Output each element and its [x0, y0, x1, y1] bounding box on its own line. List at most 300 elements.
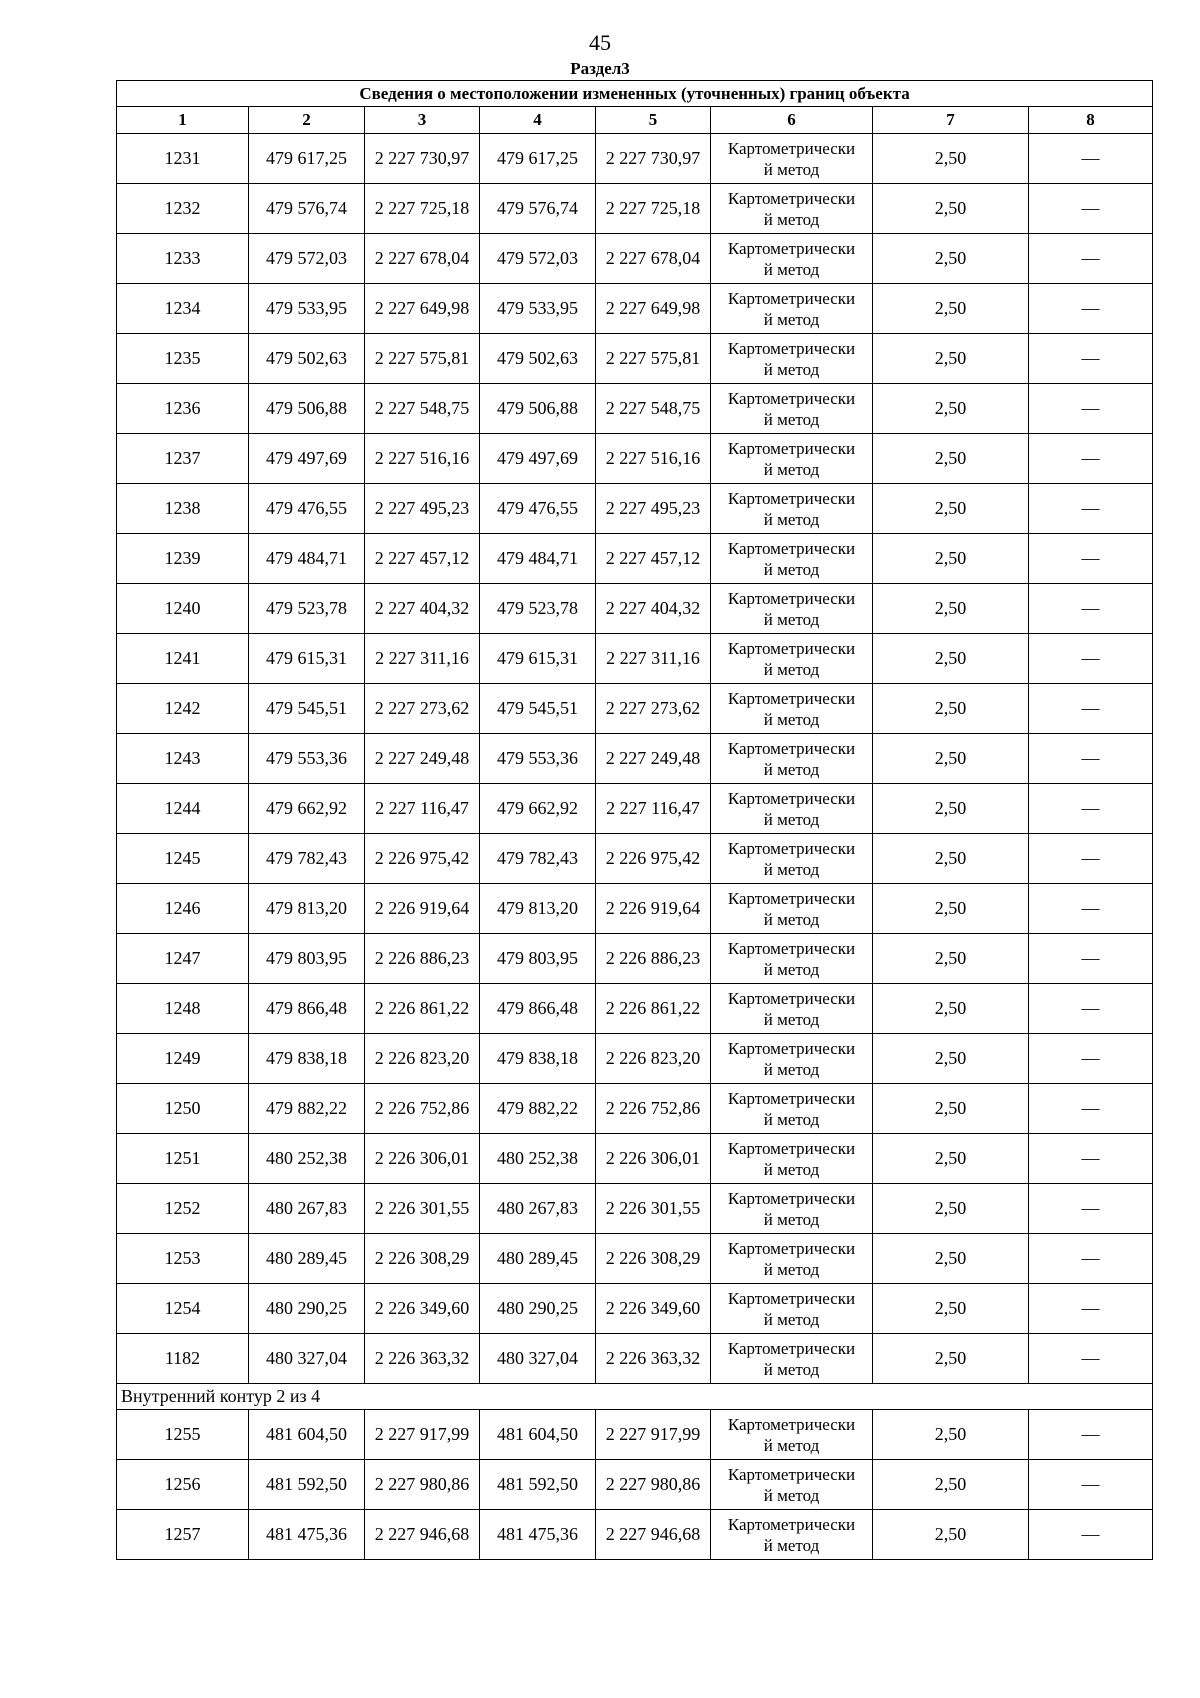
table-row [117, 634, 1153, 684]
y-new-cell: 2 226 886,23 [596, 934, 711, 984]
coordinates-table [116, 80, 1153, 1560]
accuracy-cell: 2,50 [873, 684, 1029, 734]
y-existing-cell: 2 227 273,62 [365, 684, 480, 734]
description-cell: — [1029, 1410, 1153, 1460]
x-existing-cell: 480 252,38 [249, 1134, 365, 1184]
method-line-1: Картометрически [727, 188, 856, 208]
table-row [117, 784, 1153, 834]
y-new-cell: 2 226 861,22 [596, 984, 711, 1034]
method-line-2: й метод [763, 1485, 820, 1505]
point-number-cell: 1248 [117, 984, 249, 1034]
accuracy-cell: 2,50 [873, 1034, 1029, 1084]
x-existing-cell: 479 813,20 [249, 884, 365, 934]
y-new-cell: 2 226 919,64 [596, 884, 711, 934]
point-number-cell: 1233 [117, 234, 249, 284]
y-new-cell: 2 226 752,86 [596, 1084, 711, 1134]
method-line-2: й метод [763, 759, 820, 779]
point-number-cell: 1254 [117, 1284, 249, 1334]
x-existing-cell: 479 553,36 [249, 734, 365, 784]
method-line-1: Картометрически [727, 1138, 856, 1158]
accuracy-cell: 2,50 [873, 784, 1029, 834]
accuracy-cell: 2,50 [873, 634, 1029, 684]
method-line-2: й метод [763, 509, 820, 529]
accuracy-cell: 2,50 [873, 1510, 1029, 1560]
description-cell: — [1029, 1084, 1153, 1134]
method-line-2: й метод [763, 1059, 820, 1079]
x-existing-cell: 479 476,55 [249, 484, 365, 534]
contour-label: Внутренний контур 2 из 4 [117, 1384, 1153, 1410]
accuracy-cell: 2,50 [873, 234, 1029, 284]
method-line-2: й метод [763, 1009, 820, 1029]
y-new-cell: 2 227 725,18 [596, 184, 711, 234]
y-existing-cell: 2 226 349,60 [365, 1284, 480, 1334]
x-new-cell: 481 592,50 [480, 1460, 596, 1510]
x-new-cell: 479 484,71 [480, 534, 596, 584]
method-line-2: й метод [763, 1109, 820, 1129]
method-cell [711, 784, 873, 834]
table-row [117, 1284, 1153, 1334]
x-new-cell: 480 267,83 [480, 1184, 596, 1234]
method-cell [711, 834, 873, 884]
point-number-cell: 1239 [117, 534, 249, 584]
description-cell: — [1029, 984, 1153, 1034]
method-line-1: Картометрически [727, 1338, 856, 1358]
x-existing-cell: 479 572,03 [249, 234, 365, 284]
y-existing-cell: 2 227 725,18 [365, 184, 480, 234]
accuracy-cell: 2,50 [873, 334, 1029, 384]
description-cell: — [1029, 184, 1153, 234]
method-line-2: й метод [763, 709, 820, 729]
point-number-cell: 1247 [117, 934, 249, 984]
method-cell [711, 1234, 873, 1284]
point-number-cell: 1245 [117, 834, 249, 884]
accuracy-cell: 2,50 [873, 1410, 1029, 1460]
accuracy-cell: 2,50 [873, 1134, 1029, 1184]
description-cell: — [1029, 1334, 1153, 1384]
method-cell [711, 1460, 873, 1510]
method-line-2: й метод [763, 1159, 820, 1179]
table-row [117, 534, 1153, 584]
point-number-cell: 1244 [117, 784, 249, 834]
y-new-cell: 2 226 301,55 [596, 1184, 711, 1234]
method-line-1: Картометрически [727, 338, 856, 358]
table-row [117, 434, 1153, 484]
method-line-1: Картометрически [727, 1238, 856, 1258]
x-existing-cell: 480 289,45 [249, 1234, 365, 1284]
method-cell [711, 234, 873, 284]
method-line-2: й метод [763, 1435, 820, 1455]
description-cell: — [1029, 734, 1153, 784]
column-header-3: 3 [365, 107, 480, 134]
x-existing-cell: 479 533,95 [249, 284, 365, 334]
method-cell [711, 384, 873, 434]
method-cell [711, 1410, 873, 1460]
y-new-cell: 2 226 308,29 [596, 1234, 711, 1284]
table-row [117, 484, 1153, 534]
point-number-cell: 1246 [117, 884, 249, 934]
y-new-cell: 2 227 730,97 [596, 134, 711, 184]
point-number-cell: 1249 [117, 1034, 249, 1084]
x-existing-cell: 479 866,48 [249, 984, 365, 1034]
x-new-cell: 480 327,04 [480, 1334, 596, 1384]
description-cell: — [1029, 1510, 1153, 1560]
x-new-cell: 479 497,69 [480, 434, 596, 484]
method-line-1: Картометрически [727, 238, 856, 258]
method-cell [711, 984, 873, 1034]
table-row [117, 884, 1153, 934]
y-existing-cell: 2 227 249,48 [365, 734, 480, 784]
method-cell [711, 534, 873, 584]
y-existing-cell: 2 227 495,23 [365, 484, 480, 534]
table-row [117, 1460, 1153, 1510]
x-existing-cell: 479 576,74 [249, 184, 365, 234]
point-number-cell: 1237 [117, 434, 249, 484]
method-line-1: Картометрически [727, 838, 856, 858]
y-new-cell: 2 227 116,47 [596, 784, 711, 834]
method-line-2: й метод [763, 259, 820, 279]
description-cell: — [1029, 684, 1153, 734]
point-number-cell: 1241 [117, 634, 249, 684]
column-header-7: 7 [873, 107, 1029, 134]
method-line-2: й метод [763, 1259, 820, 1279]
method-line-1: Картометрически [727, 1188, 856, 1208]
y-new-cell: 2 227 249,48 [596, 734, 711, 784]
description-cell: — [1029, 1034, 1153, 1084]
column-header-6: 6 [711, 107, 873, 134]
y-existing-cell: 2 226 861,22 [365, 984, 480, 1034]
y-existing-cell: 2 227 649,98 [365, 284, 480, 334]
method-cell [711, 1184, 873, 1234]
y-existing-cell: 2 226 823,20 [365, 1034, 480, 1084]
method-line-1: Картометрически [727, 1414, 856, 1434]
x-existing-cell: 479 545,51 [249, 684, 365, 734]
accuracy-cell: 2,50 [873, 184, 1029, 234]
table-row [117, 1134, 1153, 1184]
table-row [117, 284, 1153, 334]
x-existing-cell: 481 475,36 [249, 1510, 365, 1560]
y-new-cell: 2 226 363,32 [596, 1334, 711, 1384]
table-row [117, 1084, 1153, 1134]
x-new-cell: 481 475,36 [480, 1510, 596, 1560]
description-cell: — [1029, 534, 1153, 584]
description-cell: — [1029, 334, 1153, 384]
table-caption: Сведения о местоположении измененных (уточненных) границ объекта [117, 81, 1153, 107]
method-line-1: Картометрически [727, 988, 856, 1008]
y-existing-cell: 2 226 308,29 [365, 1234, 480, 1284]
y-new-cell: 2 227 516,16 [596, 434, 711, 484]
table-header-row [117, 107, 1153, 134]
description-cell: — [1029, 634, 1153, 684]
point-number-cell: 1255 [117, 1410, 249, 1460]
method-line-2: й метод [763, 459, 820, 479]
method-line-1: Картометрически [727, 888, 856, 908]
y-existing-cell: 2 227 116,47 [365, 784, 480, 834]
method-line-2: й метод [763, 1535, 820, 1555]
method-line-1: Картометрически [727, 138, 856, 158]
method-cell [711, 334, 873, 384]
y-new-cell: 2 227 404,32 [596, 584, 711, 634]
y-existing-cell: 2 226 363,32 [365, 1334, 480, 1384]
x-existing-cell: 479 662,92 [249, 784, 365, 834]
point-number-cell: 1243 [117, 734, 249, 784]
x-new-cell: 480 289,45 [480, 1234, 596, 1284]
table-row [117, 934, 1153, 984]
method-cell [711, 934, 873, 984]
description-cell: — [1029, 434, 1153, 484]
y-existing-cell: 2 227 548,75 [365, 384, 480, 434]
y-existing-cell: 2 227 917,99 [365, 1410, 480, 1460]
method-cell [711, 484, 873, 534]
x-new-cell: 479 476,55 [480, 484, 596, 534]
accuracy-cell: 2,50 [873, 484, 1029, 534]
x-new-cell: 480 290,25 [480, 1284, 596, 1334]
method-cell [711, 584, 873, 634]
table-row [117, 384, 1153, 434]
method-line-2: й метод [763, 909, 820, 929]
table-row [117, 584, 1153, 634]
x-existing-cell: 479 497,69 [249, 434, 365, 484]
description-cell: — [1029, 1284, 1153, 1334]
contour-row [117, 1384, 1153, 1410]
method-cell [711, 1510, 873, 1560]
table-body [117, 134, 1153, 1560]
x-existing-cell: 479 838,18 [249, 1034, 365, 1084]
description-cell: — [1029, 1134, 1153, 1184]
accuracy-cell: 2,50 [873, 384, 1029, 434]
method-cell [711, 634, 873, 684]
y-existing-cell: 2 227 730,97 [365, 134, 480, 184]
y-existing-cell: 2 226 975,42 [365, 834, 480, 884]
method-line-2: й метод [763, 959, 820, 979]
method-line-1: Картометрически [727, 1038, 856, 1058]
method-line-1: Картометрически [727, 1464, 856, 1484]
y-existing-cell: 2 226 301,55 [365, 1184, 480, 1234]
table-row [117, 1410, 1153, 1460]
y-new-cell: 2 226 349,60 [596, 1284, 711, 1334]
x-new-cell: 479 662,92 [480, 784, 596, 834]
point-number-cell: 1182 [117, 1334, 249, 1384]
method-cell [711, 1134, 873, 1184]
point-number-cell: 1242 [117, 684, 249, 734]
table-caption-row [117, 81, 1153, 107]
accuracy-cell: 2,50 [873, 884, 1029, 934]
table-row [117, 1184, 1153, 1234]
x-new-cell: 479 506,88 [480, 384, 596, 434]
method-line-2: й метод [763, 1359, 820, 1379]
table-row [117, 834, 1153, 884]
table-row [117, 984, 1153, 1034]
table-row [117, 1334, 1153, 1384]
method-line-2: й метод [763, 609, 820, 629]
method-cell [711, 1034, 873, 1084]
method-line-2: й метод [763, 1209, 820, 1229]
accuracy-cell: 2,50 [873, 434, 1029, 484]
y-new-cell: 2 227 575,81 [596, 334, 711, 384]
point-number-cell: 1251 [117, 1134, 249, 1184]
x-new-cell: 479 615,31 [480, 634, 596, 684]
x-existing-cell: 479 502,63 [249, 334, 365, 384]
point-number-cell: 1257 [117, 1510, 249, 1560]
method-line-2: й метод [763, 659, 820, 679]
y-existing-cell: 2 227 404,32 [365, 584, 480, 634]
x-new-cell: 479 838,18 [480, 1034, 596, 1084]
description-cell: — [1029, 1184, 1153, 1234]
y-new-cell: 2 227 649,98 [596, 284, 711, 334]
y-existing-cell: 2 227 946,68 [365, 1510, 480, 1560]
method-line-2: й метод [763, 1309, 820, 1329]
point-number-cell: 1256 [117, 1460, 249, 1510]
accuracy-cell: 2,50 [873, 134, 1029, 184]
method-line-1: Картометрически [727, 788, 856, 808]
x-new-cell: 479 813,20 [480, 884, 596, 934]
y-new-cell: 2 227 457,12 [596, 534, 711, 584]
table-row [117, 1510, 1153, 1560]
table-row [117, 1234, 1153, 1284]
y-existing-cell: 2 227 575,81 [365, 334, 480, 384]
method-line-1: Картометрически [727, 938, 856, 958]
y-existing-cell: 2 226 306,01 [365, 1134, 480, 1184]
x-new-cell: 479 576,74 [480, 184, 596, 234]
method-cell [711, 184, 873, 234]
method-line-1: Картометрически [727, 438, 856, 458]
y-new-cell: 2 226 823,20 [596, 1034, 711, 1084]
method-line-1: Картометрически [727, 538, 856, 558]
method-line-1: Картометрически [727, 388, 856, 408]
y-existing-cell: 2 227 980,86 [365, 1460, 480, 1510]
method-line-2: й метод [763, 309, 820, 329]
point-number-cell: 1238 [117, 484, 249, 534]
page-number: 45 [589, 30, 611, 55]
y-existing-cell: 2 226 919,64 [365, 884, 480, 934]
description-cell: — [1029, 134, 1153, 184]
x-existing-cell: 479 617,25 [249, 134, 365, 184]
table-row [117, 234, 1153, 284]
method-line-2: й метод [763, 159, 820, 179]
y-new-cell: 2 227 980,86 [596, 1460, 711, 1510]
x-new-cell: 479 617,25 [480, 134, 596, 184]
column-header-8: 8 [1029, 107, 1153, 134]
accuracy-cell: 2,50 [873, 584, 1029, 634]
point-number-cell: 1250 [117, 1084, 249, 1134]
point-number-cell: 1235 [117, 334, 249, 384]
point-number-cell: 1234 [117, 284, 249, 334]
accuracy-cell: 2,50 [873, 534, 1029, 584]
accuracy-cell: 2,50 [873, 1234, 1029, 1284]
y-new-cell: 2 227 946,68 [596, 1510, 711, 1560]
y-new-cell: 2 226 306,01 [596, 1134, 711, 1184]
method-cell [711, 734, 873, 784]
accuracy-cell: 2,50 [873, 834, 1029, 884]
x-existing-cell: 481 604,50 [249, 1410, 365, 1460]
x-existing-cell: 479 882,22 [249, 1084, 365, 1134]
y-new-cell: 2 227 273,62 [596, 684, 711, 734]
x-new-cell: 479 782,43 [480, 834, 596, 884]
method-cell [711, 434, 873, 484]
method-line-1: Картометрически [727, 738, 856, 758]
accuracy-cell: 2,50 [873, 1284, 1029, 1334]
method-cell [711, 684, 873, 734]
point-number-cell: 1231 [117, 134, 249, 184]
accuracy-cell: 2,50 [873, 1460, 1029, 1510]
y-existing-cell: 2 227 678,04 [365, 234, 480, 284]
description-cell: — [1029, 784, 1153, 834]
y-new-cell: 2 227 495,23 [596, 484, 711, 534]
x-new-cell: 479 803,95 [480, 934, 596, 984]
method-cell [711, 1284, 873, 1334]
x-existing-cell: 481 592,50 [249, 1460, 365, 1510]
y-new-cell: 2 227 678,04 [596, 234, 711, 284]
x-existing-cell: 480 267,83 [249, 1184, 365, 1234]
method-cell [711, 1084, 873, 1134]
method-cell [711, 284, 873, 334]
y-existing-cell: 2 227 516,16 [365, 434, 480, 484]
y-existing-cell: 2 227 457,12 [365, 534, 480, 584]
table-row [117, 134, 1153, 184]
x-new-cell: 479 572,03 [480, 234, 596, 284]
description-cell: — [1029, 284, 1153, 334]
x-existing-cell: 480 290,25 [249, 1284, 365, 1334]
method-line-2: й метод [763, 809, 820, 829]
description-cell: — [1029, 584, 1153, 634]
x-new-cell: 481 604,50 [480, 1410, 596, 1460]
method-line-2: й метод [763, 859, 820, 879]
method-line-1: Картометрически [727, 1088, 856, 1108]
x-existing-cell: 480 327,04 [249, 1334, 365, 1384]
x-existing-cell: 479 615,31 [249, 634, 365, 684]
x-new-cell: 479 533,95 [480, 284, 596, 334]
section-title: Раздел3 [570, 59, 630, 78]
table-row [117, 684, 1153, 734]
y-new-cell: 2 227 548,75 [596, 384, 711, 434]
x-existing-cell: 479 782,43 [249, 834, 365, 884]
point-number-cell: 1236 [117, 384, 249, 434]
column-header-5: 5 [596, 107, 711, 134]
y-new-cell: 2 226 975,42 [596, 834, 711, 884]
method-line-1: Картометрически [727, 688, 856, 708]
y-existing-cell: 2 226 886,23 [365, 934, 480, 984]
x-existing-cell: 479 484,71 [249, 534, 365, 584]
point-number-cell: 1252 [117, 1184, 249, 1234]
description-cell: — [1029, 884, 1153, 934]
method-cell [711, 884, 873, 934]
description-cell: — [1029, 934, 1153, 984]
x-new-cell: 479 545,51 [480, 684, 596, 734]
accuracy-cell: 2,50 [873, 984, 1029, 1034]
x-existing-cell: 479 803,95 [249, 934, 365, 984]
accuracy-cell: 2,50 [873, 1084, 1029, 1134]
method-line-1: Картометрически [727, 588, 856, 608]
y-existing-cell: 2 227 311,16 [365, 634, 480, 684]
method-line-1: Картометрически [727, 288, 856, 308]
x-new-cell: 479 553,36 [480, 734, 596, 784]
y-new-cell: 2 227 917,99 [596, 1410, 711, 1460]
description-cell: — [1029, 384, 1153, 434]
x-new-cell: 479 523,78 [480, 584, 596, 634]
table-row [117, 184, 1153, 234]
x-new-cell: 480 252,38 [480, 1134, 596, 1184]
method-line-2: й метод [763, 359, 820, 379]
point-number-cell: 1240 [117, 584, 249, 634]
y-existing-cell: 2 226 752,86 [365, 1084, 480, 1134]
accuracy-cell: 2,50 [873, 1334, 1029, 1384]
description-cell: — [1029, 484, 1153, 534]
method-line-2: й метод [763, 409, 820, 429]
description-cell: — [1029, 1460, 1153, 1510]
method-line-2: й метод [763, 559, 820, 579]
method-line-1: Картометрически [727, 1514, 856, 1534]
accuracy-cell: 2,50 [873, 284, 1029, 334]
x-new-cell: 479 866,48 [480, 984, 596, 1034]
